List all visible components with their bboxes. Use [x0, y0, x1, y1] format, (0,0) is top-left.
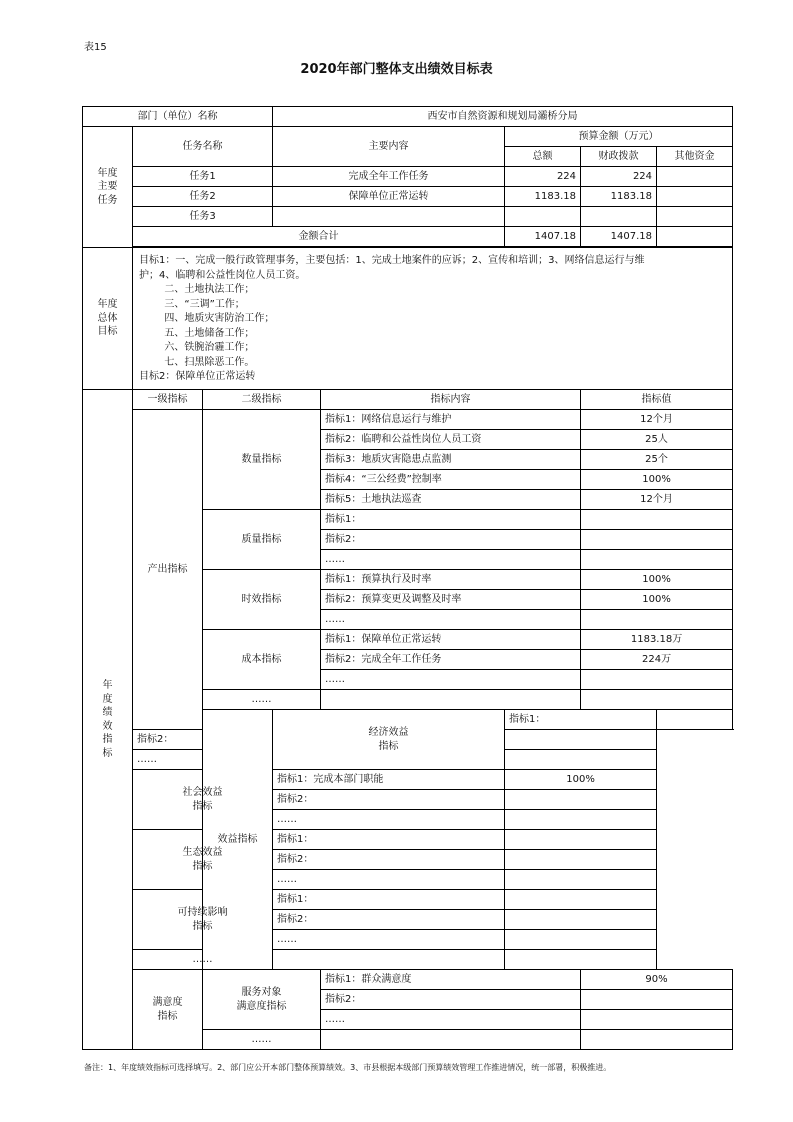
indicator-content: 指标2： [273, 790, 505, 810]
level2-ellipsis: …… [133, 950, 273, 970]
indicator-value: 25人 [581, 430, 733, 450]
level1-satisfaction: 满意度 指标 [133, 970, 203, 1050]
indicator-content: 指标2： [321, 990, 581, 1010]
indicator-content: 指标1： [273, 830, 505, 850]
other-header: 其他资金 [657, 147, 733, 167]
indicator-content: …… [133, 750, 273, 770]
indicator-value-header: 指标值 [581, 390, 733, 410]
task-total: 224 [505, 167, 581, 187]
level2-social: 社会效益 指标 [133, 770, 273, 830]
indicator-content: 指标2： [133, 730, 273, 750]
task-content-header: 主要内容 [273, 127, 505, 167]
total-header: 总额 [505, 147, 581, 167]
indicator-value: 1183.18万 [581, 630, 733, 650]
indicator-value: 12个月 [581, 410, 733, 430]
indicator-value [505, 910, 657, 930]
indicator-value [581, 1010, 733, 1030]
task-total [505, 207, 581, 227]
indicator-content: 指标3：地质灾害隐患点监测 [321, 450, 581, 470]
goal-line: 四、地质灾害防治工作； [139, 313, 275, 324]
indicator-row [83, 770, 733, 790]
task-content: 保障单位正常运转 [273, 187, 505, 207]
indicator-content: 指标2：临聘和公益性岗位人员工资 [321, 430, 581, 450]
indicator-content-header: 指标内容 [321, 390, 581, 410]
task-name: 任务1 [133, 167, 273, 187]
indicator-content: …… [273, 930, 505, 950]
level2-quantity: 数量指标 [203, 410, 321, 510]
level2-service-satisfaction: 服务对象 满意度指标 [203, 970, 321, 1030]
indicator-content: 指标1： [321, 510, 581, 530]
indicator-value [505, 730, 657, 750]
indicator-content [321, 1030, 581, 1050]
fiscal-header: 财政拨款 [581, 147, 657, 167]
indicator-value [505, 810, 657, 830]
level2-economic: 经济效益 指标 [273, 710, 505, 770]
task-fiscal: 1183.18 [581, 187, 657, 207]
indicator-value [581, 990, 733, 1010]
indicator-value [581, 510, 733, 530]
document-title: 2020年部门整体支出绩效目标表 [300, 62, 493, 77]
department-row [83, 107, 733, 127]
indicator-value [505, 890, 657, 910]
indicator-content [321, 690, 581, 710]
task-name-header: 任务名称 [133, 127, 273, 167]
indicator-value: 100% [581, 590, 733, 610]
task-name: 任务3 [133, 207, 273, 227]
indicator-content [273, 950, 505, 970]
indicator-content: …… [321, 610, 581, 630]
indicator-value [581, 690, 733, 710]
indicator-content: …… [321, 670, 581, 690]
sum-label: 金额合计 [133, 227, 505, 247]
indicator-value: 12个月 [581, 490, 733, 510]
tasks-header-row [83, 127, 733, 147]
indicator-content: 指标1：网络信息运行与维护 [321, 410, 581, 430]
level2-ecological: 生态效益 指标 [133, 830, 273, 890]
indicator-value [657, 710, 733, 730]
level1-output: 产出指标 [133, 410, 203, 730]
task-name: 任务2 [133, 187, 273, 207]
task-other [657, 167, 733, 187]
indicator-content: 指标2： [273, 850, 505, 870]
indicator-row [83, 830, 733, 850]
goal-line: 目标1：一、完成一般行政管理事务，主要包括：1、完成土地案件的应诉；2、宣传和培训；3、网络信息运行与维 [139, 255, 645, 266]
department-label: 部门（单位）名称 [83, 107, 273, 127]
level1-header: 一级指标 [133, 390, 203, 410]
sum-other [657, 227, 733, 247]
indicator-value [581, 550, 733, 570]
goal-line: 六、铁腕治霾工作； [139, 342, 255, 353]
task-row [83, 187, 733, 207]
level2-cost: 成本指标 [203, 630, 321, 690]
task-content: 完成全年工作任务 [273, 167, 505, 187]
goal-line: 护；4、临聘和公益性岗位人员工资。 [139, 269, 306, 281]
overall-goal-label: 年度 总体 目标 [83, 248, 133, 390]
indicator-row [83, 950, 733, 970]
indicator-content: 指标2： [321, 530, 581, 550]
level2-sustainable: 可持续影响 指标 [133, 890, 273, 950]
task-fiscal: 224 [581, 167, 657, 187]
sum-total: 1407.18 [505, 227, 581, 247]
indicator-value [581, 530, 733, 550]
indicator-value [505, 830, 657, 850]
indicator-value: 25个 [581, 450, 733, 470]
indicators-header-row [83, 390, 733, 410]
indicator-content: 指标1：预算执行及时率 [321, 570, 581, 590]
overall-goal-text [133, 248, 733, 390]
indicator-content: 指标1：完成本部门职能 [273, 770, 505, 790]
tasks-section-label: 年度 主要 任务 [83, 127, 133, 248]
indicator-value [505, 930, 657, 950]
goal-line: 五、土地储备工作； [139, 327, 255, 339]
indicator-value [581, 610, 733, 630]
overall-goal-row [83, 248, 733, 390]
indicator-content: …… [321, 1010, 581, 1030]
goal-line: 目标2：保障单位正常运转 [139, 371, 256, 382]
task-fiscal [581, 207, 657, 227]
table-number: 表15 [84, 42, 107, 53]
indicator-value [505, 950, 657, 970]
task-total: 1183.18 [505, 187, 581, 207]
indicator-value [505, 750, 657, 770]
level2-ellipsis: …… [203, 690, 321, 710]
indicator-value [581, 670, 733, 690]
indicator-value [581, 1030, 733, 1050]
indicator-value: 224万 [581, 650, 733, 670]
performance-target-table [82, 106, 733, 1050]
indicator-content: 指标5：土地执法巡查 [321, 490, 581, 510]
goal-line: 二、土地执法工作； [139, 284, 255, 295]
indicator-value [505, 790, 657, 810]
department-name: 西安市自然资源和规划局灞桥分局 [273, 107, 733, 127]
indicator-content: 指标1：群众满意度 [321, 970, 581, 990]
task-row [83, 167, 733, 187]
indicator-value [505, 870, 657, 890]
indicator-value: 100% [581, 570, 733, 590]
level2-header: 二级指标 [203, 390, 321, 410]
indicator-row [83, 890, 733, 910]
sum-fiscal: 1407.18 [581, 227, 657, 247]
task-sum-row [83, 227, 733, 247]
indicator-content: 指标1： [273, 890, 505, 910]
indicator-content: …… [321, 550, 581, 570]
task-other [657, 187, 733, 207]
indicators-section-label: 年 度 绩 效 指 标 [83, 390, 133, 1050]
task-other [657, 207, 733, 227]
task-content [273, 207, 505, 227]
indicator-row [83, 970, 733, 990]
indicator-content: 指标4：“三公经费”控制率 [321, 470, 581, 490]
indicator-content: 指标2： [273, 910, 505, 930]
indicator-value: 100% [505, 770, 657, 790]
indicator-content: 指标1： [505, 710, 657, 730]
indicator-value: 100% [581, 470, 733, 490]
level2-ellipsis: …… [203, 1030, 321, 1050]
task-row [83, 207, 733, 227]
level1-benefit: 效益指标 [203, 710, 273, 970]
indicator-content: 指标1：保障单位正常运转 [321, 630, 581, 650]
goal-line: 三、“三调”工作； [139, 298, 245, 310]
level2-quality: 质量指标 [203, 510, 321, 570]
level2-timeliness: 时效指标 [203, 570, 321, 630]
goal-line: 七、扫黑除恶工作。 [139, 356, 255, 368]
budget-header: 预算金额（万元） [505, 127, 733, 147]
footnote: 备注：1、年度绩效指标可选择填写。2、部门应公开本部门整体预算绩效。3、市县根据本级部门预算绩效管理工作推进情况，统一部署，积极推进。 [84, 1063, 612, 1072]
indicator-row [83, 410, 733, 430]
indicator-value [505, 850, 657, 870]
indicator-content: …… [273, 870, 505, 890]
indicator-content: …… [273, 810, 505, 830]
indicator-content: 指标2：完成全年工作任务 [321, 650, 581, 670]
indicator-content: 指标2：预算变更及调整及时率 [321, 590, 581, 610]
indicator-value: 90% [581, 970, 733, 990]
